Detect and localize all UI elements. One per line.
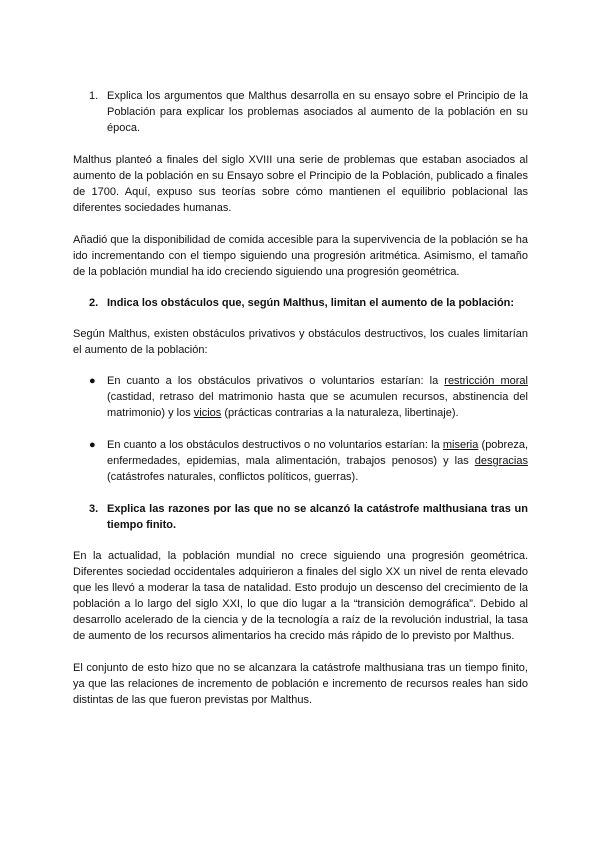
bullet-1-text-start: En cuanto a los obstáculos privativos o voluntarios estarían: la: [107, 375, 445, 387]
question-1: [73, 88, 528, 136]
link-vicios[interactable]: vicios: [193, 407, 222, 419]
question-2-text: Indica los obstáculos que, según Malthus, limitan el aumento de la población:: [107, 297, 515, 309]
bullet-1-text-middle: (castidad, retraso del matrimonio hasta que se acumulen recursos, abstinencia del matrimonio) y los: [107, 391, 528, 419]
question-3: [73, 501, 528, 533]
bullet-destructive-obstacles: [73, 437, 528, 485]
paragraph-malthus-intro: Malthus planteó a finales del siglo XVIII una serie de problemas que estaban asociados al aumento de la población en su Ensayo sobre el Principio de la Población, publicado a finales de 1700. Aquí, expuso sus teorías sobre cómo mantienen el equilibrio poblacional las diferentes sociedades humanas.: [73, 154, 528, 214]
bullet-privative-obstacles: [73, 373, 528, 421]
question-2: [73, 295, 528, 311]
question-1-number: 1.: [89, 90, 99, 102]
question-2-number: 2.: [89, 297, 99, 309]
question-3-text: Explica las razones por las que no se alcanzó la catástrofe malthusiana tras un tiempo finito.: [107, 503, 528, 531]
bullet-icon: ●: [89, 375, 96, 387]
bullet-2-text-middle: (pobreza, enfermedades, epidemias, mala alimentación, trabajos penosos) y las: [107, 439, 528, 467]
question-1-text: Explica los argumentos que Malthus desarrolla en su ensayo sobre el Principio de la Población para explicar los problemas asociados al aumento de la población en su época.: [107, 90, 528, 134]
link-desgracias[interactable]: desgracias: [474, 455, 528, 467]
paragraph-current-situation: En la actualidad, la población mundial no crece siguiendo una progresión geométrica. Diferentes sociedad occidentales adquirieron a finales del siglo XX un nivel de renta elevado que les llevó a moderar la tasa de natalidad. Esto produjo un descenso del crecimiento de la población a lo largo del siglo XXI, lo que dio lugar a la “transición demográfica”. Debido al desarrollo acelerado de la ciencia y de la tecnología a raíz de la revolución industrial, la tasa de aumento de los recursos alimentarios ha crecido más rápido de lo previsto por Malthus.: [73, 550, 528, 642]
paragraph-progressions: Añadió que la disponibilidad de comida accesible para la supervivencia de la población se ha ido incrementando con el tiempo siguiendo una progresión aritmética. Asimismo, el tamaño de la población mundial ha ido creciendo siguiendo una progresión geométrica.: [73, 234, 528, 278]
paragraph-obstacles-intro: Según Malthus, existen obstáculos privativos y obstáculos destructivos, los cuales limitarían el aumento de la población:: [73, 328, 528, 356]
bullet-1-text-end: (prácticas contrarias a la naturaleza, libertinaje).: [221, 407, 459, 419]
question-3-number: 3.: [89, 503, 99, 515]
paragraph-conclusion: El conjunto de esto hizo que no se alcanzara la catástrofe malthusiana tras un tiempo finito, ya que las relaciones de incremento de población e incremento de recursos reales han sido distintas de las que fueron previstas por Malthus.: [73, 662, 528, 706]
link-restriccion-moral[interactable]: restricción moral: [444, 375, 528, 387]
bullet-2-text-start: En cuanto a los obstáculos destructivos o no voluntarios estarían: la: [107, 439, 443, 451]
link-miseria[interactable]: miseria: [442, 439, 479, 451]
bullet-2-text-end: (catástrofes naturales, conflictos políticos, guerras).: [107, 471, 359, 483]
bullet-icon: ●: [89, 439, 96, 451]
document-content: [73, 88, 528, 708]
